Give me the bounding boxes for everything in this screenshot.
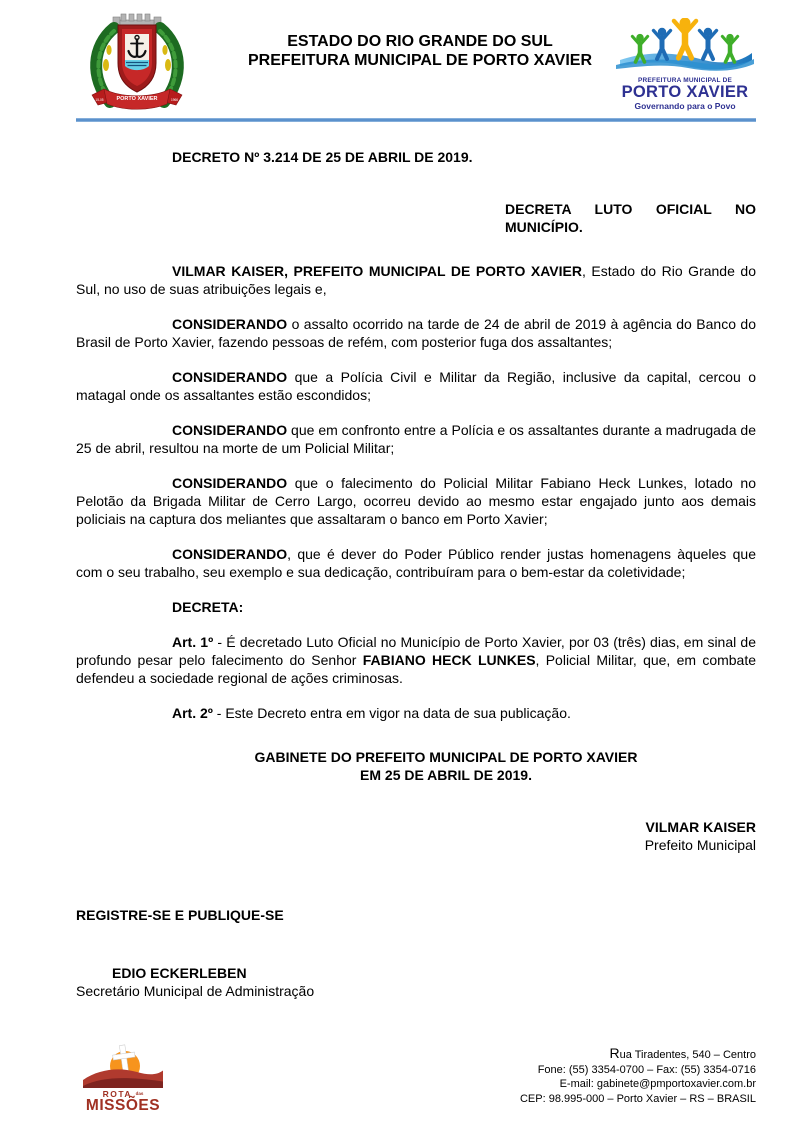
preamble-paragraph <box>76 262 756 298</box>
rota-missoes-icon <box>81 1042 165 1088</box>
consideration-lead: CONSIDERANDO <box>172 546 288 562</box>
mayor-signature-block <box>76 818 756 854</box>
rota-missoes-logo <box>78 1042 168 1113</box>
closing-line-1: GABINETE DO PREFEITO MUNICIPAL DE PORTO XAVIER <box>254 749 638 765</box>
closing-line-2: EM 25 DE ABRIL DE 2019. <box>360 767 532 783</box>
article-1-text-2: , Policial Militar, que, em combate defendeu a sociedade regional de ações criminosas. <box>76 652 757 686</box>
footer-email-line: E-mail: gabinete@pmportoxavier.com.br <box>559 1078 756 1090</box>
header-state-line: ESTADO DO RIO GRANDE DO SUL <box>287 33 553 50</box>
preamble-rest: , Estado do Rio Grande do Sul, no uso de suas atribuições legais e, <box>76 263 756 297</box>
secretary-role: Secretário Municipal de Administração <box>76 983 315 999</box>
footer-cep-line: CEP: 98.995-000 – Porto Xavier – RS – BRASIL <box>519 1092 756 1105</box>
footer-address-line <box>520 1046 756 1063</box>
footer-phone-line: Fone: (55) 3354-0700 – Fax: (55) 3354-0716 <box>537 1063 756 1076</box>
decree-epigraph: DECRETA LUTO OFICIAL NO MUNICÍPIO. <box>505 201 756 235</box>
article-1-name-emphasis: FABIANO HECK LUNKES <box>362 652 536 668</box>
coat-ribbon-date-left: 15-05 <box>95 98 104 102</box>
rota-word: ROTA <box>102 1089 132 1099</box>
prefeitura-logo <box>612 18 758 111</box>
footer-address-rest: ua Tiradentes, 540 – Centro <box>619 1049 756 1061</box>
consideration-lead: CONSIDERANDO <box>172 475 288 491</box>
rota-logo-line-2: MISSÕES <box>85 1097 161 1114</box>
article-1-lead: Art. 1º <box>172 634 214 650</box>
consideration-paragraph-5 <box>76 545 756 581</box>
consideration-lead: CONSIDERANDO <box>172 316 288 332</box>
article-1-text: - É decretado Luto Oficial no Município de Porto Xavier, por 03 (três) dias, em sinal de profundo pesar pelo falecimento do Senhor <box>76 634 756 668</box>
secretary-name: EDIO ECKERLEBEN <box>112 965 247 981</box>
header-municipality-line: PREFEITURA MUNICIPAL DE PORTO XAVIER <box>247 52 593 69</box>
logo-name: PORTO XAVIER <box>621 83 749 101</box>
logo-top-line: PREFEITURA MUNICIPAL DE <box>637 77 733 84</box>
register-publish-line: REGISTRE-SE E PUBLIQUE-SE <box>76 907 284 923</box>
mayor-role: Prefeito Municipal <box>644 837 756 853</box>
consideration-text: , que é dever do Poder Público render justas homenagens àqueles que com o seu trabalho, seu exemplo e sua dedicação, contribuíram para o bem-estar da coletividade; <box>76 546 756 580</box>
footer-contact-block <box>520 1046 756 1106</box>
consideration-text: que o falecimento do Policial Militar Fabiano Heck Lunkes, lotado no Pelotão da Brigada Militar de Cerro Largo, ocorreu devido ao mesmo estar engajado junto aos demais policiais na captura dos meliantes que assaltaram o banco em Porto Xavier; <box>76 475 756 527</box>
header-title-block <box>180 32 660 70</box>
coat-ribbon-text: PORTO XAVIER <box>116 96 158 102</box>
preamble-lead: VILMAR KAISER, PREFEITO MUNICIPAL DE PORTO XAVIER <box>172 263 582 279</box>
rota-das-word: das <box>135 1091 144 1096</box>
consideration-text: o assalto ocorrido na tarde de 24 de abril de 2019 à agência do Banco do Brasil de Porto Xavier, fazendo pessoas de refém, com posterior fuga dos assaltantes; <box>76 316 756 350</box>
consideration-paragraph-1 <box>76 315 756 351</box>
consideration-lead: CONSIDERANDO <box>172 422 288 438</box>
secretary-signature-block <box>76 964 756 1000</box>
consideration-text: que em confronto entre a Polícia e os assaltantes durante a madrugada de 25 de abril, resultou na morte de um Policial Militar; <box>76 422 756 456</box>
consideration-paragraph-3 <box>76 421 756 457</box>
people-wave-icon <box>612 18 758 74</box>
coat-of-arms-icon <box>84 10 190 114</box>
coat-ribbon-date-right: 1966 <box>170 98 179 102</box>
consideration-paragraph-4 <box>76 474 756 528</box>
closing-block <box>136 748 756 784</box>
decreta-label: DECRETA: <box>172 599 244 615</box>
logo-slogan: Governando para o Povo <box>634 101 736 111</box>
decree-title: DECRETO Nº 3.214 DE 25 DE ABRIL DE 2019. <box>172 149 473 165</box>
article-2-paragraph <box>76 704 756 722</box>
mayor-name: VILMAR KAISER <box>645 819 756 835</box>
footer-address-initial: R <box>609 1045 620 1061</box>
consideration-paragraph-2 <box>76 368 756 404</box>
article-1-paragraph <box>76 633 756 687</box>
consideration-lead: CONSIDERANDO <box>172 369 288 385</box>
header-divider <box>76 118 756 122</box>
article-2-lead: Art. 2º <box>172 705 213 721</box>
article-2-text: - Este Decreto entra em vigor na data de sua publicação. <box>212 705 571 721</box>
consideration-text: que a Polícia Civil e Militar da Região, inclusive da capital, cercou o matagal onde os assaltantes estão escondidos; <box>76 369 756 403</box>
decree-body <box>76 140 756 1000</box>
